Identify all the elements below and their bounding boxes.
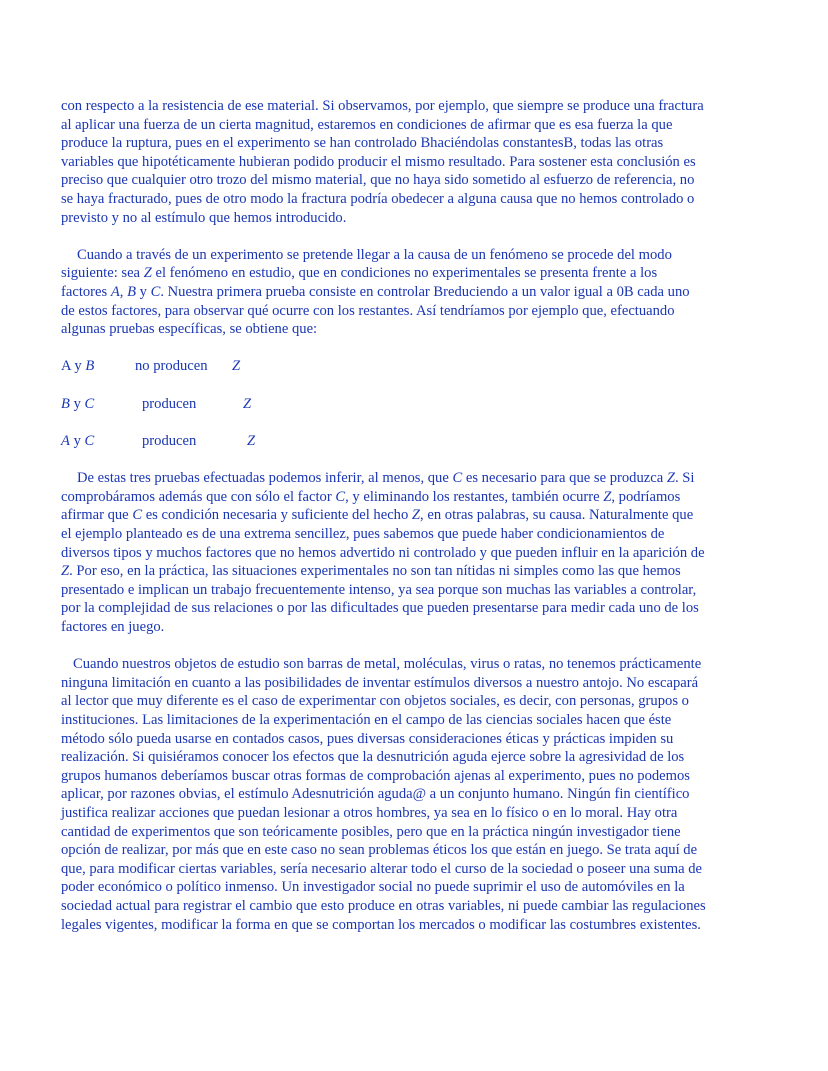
text-line: se haya fracturado, pues de otro modo la fractura podría obedecer a alguna causa que no hemos controlado o <box>61 190 695 207</box>
condition-row: A y C producen Z <box>61 433 256 450</box>
text-line: el ejemplo planteado es de una extrema sencillez, pues sabemos que puede haber condicionamientos de <box>61 526 665 543</box>
text-line: justifica realizar acciones que puedan lesionar a otros hombres, ya sea en lo físico o en lo moral. Hay otra <box>61 804 678 821</box>
text-line: diversos tipos y muchos factores que no hemos advertido ni controlado y que pueden influir en la aparición de <box>61 544 705 561</box>
text-line: sociedad actual para registrar el cambio que esto produce en otras variables, ni puede cambiar las regulaciones <box>61 897 706 914</box>
text-line: factores A, B y C. Nuestra primera prueba consiste en controlar Breduciendo a un valor igual a 0B cada uno <box>61 283 690 300</box>
text-line: variables que hipotéticamente hubieran podido producir el mismo resultado. Para sostener esta conclusión es <box>61 153 696 170</box>
condition-row: B y C producen Z <box>61 395 252 412</box>
text-line: produce la ruptura, pues en el experimento se han controlado Bhaciéndolas constantesB, todas las otras <box>61 135 664 152</box>
text-line: al lector que muy diferente es el caso de experimentar con objetos sociales, es decir, con personas, grupos o <box>61 693 689 710</box>
text-line: preciso que cualquier otro trozo del mismo material, que no haya sido sometido al esfuerzo de referencia, no <box>61 172 695 189</box>
text-line: previsto y no al estímulo que hemos introducido. <box>61 209 347 226</box>
text-line: Cuando nuestros objetos de estudio son barras de metal, moléculas, virus o ratas, no tenemos prácticamente <box>73 656 702 673</box>
text-line: algunas pruebas específicas, se obtiene que: <box>61 321 318 338</box>
text-line: aplicar, por razones obvias, el estímulo Adesnutrición aguda@ a un conjunto humano. Ningún fin científico <box>61 786 690 803</box>
paragraph-2 <box>61 246 781 339</box>
text-line: cantidad de experimentos que son teóricamente posibles, pero que en la práctica ningún investigador tiene <box>61 823 681 840</box>
condition-list <box>61 357 781 450</box>
text-line: siguiente: sea Z el fenómeno en estudio, que en condiciones no experimentales se presenta frente a los <box>61 265 658 282</box>
text-line: Z. Por eso, en la práctica, las situaciones experimentales no son tan nítidas ni simples como las que hemos <box>61 563 681 580</box>
text-line: grupos humanos deberíamos buscar otras formas de comprobación ajenas al experimento, pues no podemos <box>61 767 690 784</box>
text-line: que, para modificar ciertas variables, sería necesario alterar todo el curso de la sociedad o poseer una suma de <box>61 860 703 877</box>
text-line: de estos factores, para observar qué ocurre con los restantes. Así tendríamos por ejemplo que, efectuando <box>61 302 675 319</box>
text-line: comprobáramos además que con sólo el factor C, y eliminando los restantes, también ocurre Z, podríamos <box>61 488 681 505</box>
document-page <box>61 97 781 934</box>
text-line: método sólo pueda usarse en contados casos, pues diversas consideraciones éticas y prácticas impiden su <box>61 730 674 747</box>
text-line: Cuando a través de un experimento se pretende llegar a la causa de un fenómeno se procede del modo <box>77 246 672 263</box>
text-line: ninguna limitación en cuanto a las posibilidades de inventar estímulos diversos a nuestro antojo. No escapará <box>61 674 699 691</box>
text-line: al aplicar una fuerza de un cierta magnitud, estaremos en condiciones de afirmar que es esa fuerza la que <box>61 116 673 133</box>
text-line: instituciones. Las limitaciones de la experimentación en el campo de las ciencias sociales hacen que éste <box>61 712 672 728</box>
text-line: legales vigentes, modificar la forma en que se comportan los mercados o modificar las costumbres existentes. <box>61 916 701 933</box>
text-line: realización. Si quisiéramos conocer los efectos que la desnutrición aguda ejerce sobre la agresividad de los <box>61 749 685 766</box>
text-line: opción de realizar, por más que en este caso no sean problemas éticos los que están en juego. Se trata aquí de <box>61 842 698 859</box>
text-line: con respecto a la resistencia de ese material. Si observamos, por ejemplo, que siempre se produce una fractura <box>61 98 704 114</box>
paragraph-3 <box>61 469 781 636</box>
text-line: por la complejidad de sus relaciones o por las dificultades que pueden presentarse para medir cada uno de los <box>61 600 699 617</box>
text-line: factores en juego. <box>61 619 165 636</box>
paragraph-4 <box>61 655 781 934</box>
text-line: afirmar que C es condición necesaria y suficiente del hecho Z, en otras palabras, su causa. Naturalmente que <box>61 507 694 524</box>
text-line: poder económico o político inmenso. Un investigador social no puede suprimir el uso de automóviles en la <box>61 879 685 896</box>
paragraph-1 <box>61 97 781 227</box>
text-line: De estas tres pruebas efectuadas podemos inferir, al menos, que C es necesario para que se produzca Z. Si <box>77 470 695 487</box>
text-line: presentado e implican un trabajo frecuentemente intenso, ya sea porque son muchas las variables a controlar, <box>61 581 697 598</box>
condition-row: A y B no producen Z <box>61 358 241 375</box>
